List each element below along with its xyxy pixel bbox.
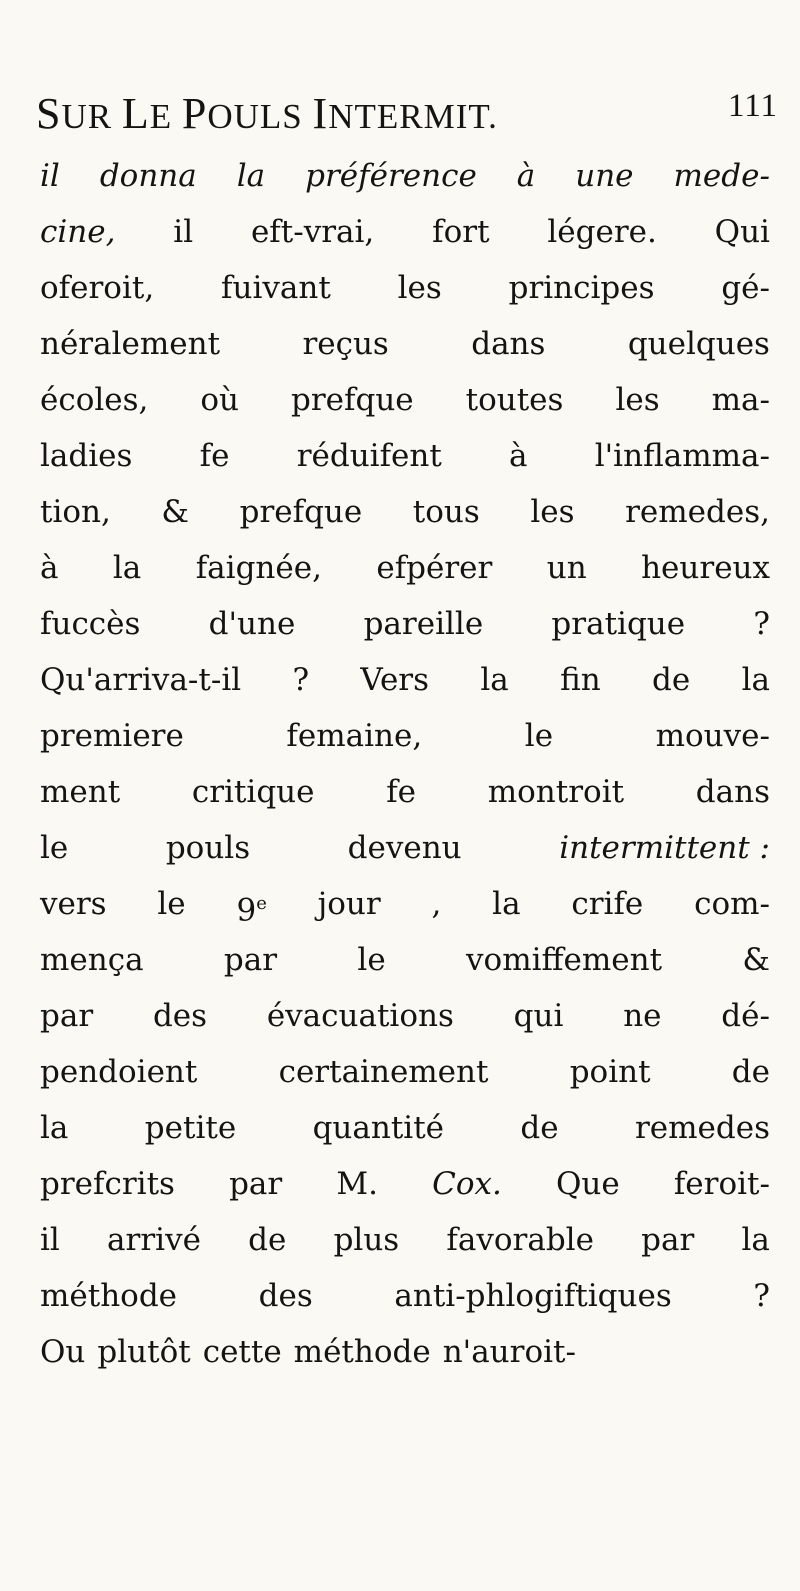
word: la xyxy=(492,886,521,922)
word: où xyxy=(200,382,240,418)
word: d'une xyxy=(208,606,296,642)
word: critique xyxy=(191,774,315,810)
text-line xyxy=(40,148,770,204)
word: faignée, xyxy=(195,550,322,586)
word: donna xyxy=(99,158,197,194)
word: tion, xyxy=(40,494,111,530)
word: des xyxy=(152,998,208,1034)
word: il xyxy=(40,158,60,194)
word: prefque xyxy=(239,494,363,530)
word: petite xyxy=(144,1110,237,1146)
word: intermittent : xyxy=(559,830,770,866)
word: ? xyxy=(292,662,310,698)
word: mença xyxy=(40,942,144,978)
word: Que xyxy=(555,1166,620,1202)
text-line xyxy=(40,764,770,820)
text-line xyxy=(40,1324,770,1380)
word: pratique xyxy=(551,606,686,642)
word: heureux xyxy=(641,550,770,586)
word: Vers xyxy=(360,662,430,698)
text-line xyxy=(40,1268,770,1324)
word: mede- xyxy=(673,158,770,194)
word: écoles, xyxy=(40,382,149,418)
word: par xyxy=(40,998,94,1034)
word: anti-phlogiftiques xyxy=(394,1278,672,1314)
word: reçus xyxy=(302,326,389,362)
text-line xyxy=(40,1044,770,1100)
word: fuivant xyxy=(221,270,331,306)
word: tous xyxy=(412,494,480,530)
word: les xyxy=(615,382,660,418)
word: de xyxy=(731,1054,770,1090)
text-line xyxy=(40,820,770,876)
word: réduifent xyxy=(296,438,442,474)
word: plutôt xyxy=(97,1334,191,1370)
text-line xyxy=(40,1212,770,1268)
text-line xyxy=(40,372,770,428)
word: prefcrits xyxy=(40,1166,175,1202)
word: ? xyxy=(753,606,770,642)
word: 9e xyxy=(236,892,267,929)
word: premiere xyxy=(40,718,184,754)
word: dans xyxy=(695,774,770,810)
word: femaine, xyxy=(286,718,423,754)
word: la xyxy=(741,662,770,698)
word: dé- xyxy=(721,998,770,1034)
word: ladies xyxy=(40,438,133,474)
word: point xyxy=(569,1054,651,1090)
word: mouve- xyxy=(655,718,770,754)
word: légere. xyxy=(547,214,657,250)
word: méthode xyxy=(293,1334,431,1370)
word: fe xyxy=(386,774,417,810)
word: le xyxy=(157,886,186,922)
word: toutes xyxy=(465,382,564,418)
text-line xyxy=(40,652,770,708)
word: & xyxy=(161,494,190,530)
word: feroit- xyxy=(673,1166,770,1202)
word: devenu xyxy=(347,830,462,866)
word: pouls xyxy=(165,830,251,866)
word: prefque xyxy=(291,382,414,418)
word: la xyxy=(741,1222,770,1258)
word: la xyxy=(236,158,266,194)
word: un xyxy=(546,550,587,586)
text-line xyxy=(40,316,770,372)
running-head xyxy=(36,88,778,136)
page-number: 111 xyxy=(727,88,778,124)
word: le xyxy=(357,942,386,978)
word: une xyxy=(575,158,634,194)
word: n'auroit- xyxy=(442,1334,576,1370)
word: ment xyxy=(40,774,121,810)
word: remedes xyxy=(634,1110,770,1146)
word: pareille xyxy=(363,606,484,642)
word: fuccès xyxy=(40,606,141,642)
word: fe xyxy=(199,438,230,474)
word: efpérer xyxy=(376,550,493,586)
word: les xyxy=(397,270,442,306)
word: par xyxy=(223,942,278,978)
word: ma- xyxy=(711,382,770,418)
text-line xyxy=(40,428,770,484)
word: évacuations xyxy=(266,998,454,1034)
running-title: SUR LE POULS INTERMIT. xyxy=(36,89,498,138)
text-line xyxy=(40,260,770,316)
text-line xyxy=(40,932,770,988)
word: certainement xyxy=(278,1054,489,1090)
word: à xyxy=(509,438,528,474)
word: le xyxy=(524,718,554,754)
word: par xyxy=(229,1166,283,1202)
word: l'inflamma- xyxy=(594,438,770,474)
word: eft-vrai, xyxy=(250,214,375,250)
word: favorable xyxy=(446,1222,594,1258)
text-line xyxy=(40,1100,770,1156)
word: M. xyxy=(336,1166,378,1202)
word: qui xyxy=(513,998,564,1034)
text-line xyxy=(40,708,770,764)
word: vers xyxy=(40,886,107,922)
word: cette xyxy=(202,1334,282,1370)
word: préférence xyxy=(305,158,477,194)
word: ne xyxy=(623,998,662,1034)
word: vomiffement xyxy=(466,942,663,978)
word: des xyxy=(258,1278,313,1314)
word: Qu'arriva-t-il xyxy=(40,662,242,698)
word: de xyxy=(520,1110,559,1146)
word: com- xyxy=(694,886,770,922)
text-line xyxy=(40,596,770,652)
word: gé- xyxy=(721,270,770,306)
text-line xyxy=(40,484,770,540)
word: jour xyxy=(317,886,381,922)
word: quantité xyxy=(312,1110,444,1146)
word: plus xyxy=(333,1222,400,1258)
word: méthode xyxy=(40,1278,178,1314)
word: de xyxy=(652,662,691,698)
word: les xyxy=(530,494,575,530)
word: fort xyxy=(432,214,490,250)
word: à xyxy=(516,158,536,194)
word: par xyxy=(641,1222,695,1258)
word: le xyxy=(40,830,69,866)
word: à xyxy=(40,550,59,586)
word: quelques xyxy=(627,326,770,362)
word: remedes, xyxy=(625,494,770,530)
text-line xyxy=(40,1156,770,1212)
body-text xyxy=(40,148,770,1380)
word: de xyxy=(248,1222,287,1258)
word: arrivé xyxy=(107,1222,201,1258)
word: pendoient xyxy=(40,1054,198,1090)
text-line xyxy=(40,876,770,932)
word: Ou xyxy=(40,1334,86,1370)
word: cine, xyxy=(40,214,116,250)
word: il xyxy=(173,214,194,250)
word: néralement xyxy=(40,326,221,362)
word: , xyxy=(431,886,442,922)
word: Cox. xyxy=(432,1166,502,1202)
word: il xyxy=(40,1222,60,1258)
word: la xyxy=(480,662,509,698)
word: ? xyxy=(753,1278,770,1314)
text-line xyxy=(40,988,770,1044)
word: la xyxy=(112,550,142,586)
text-line xyxy=(40,204,770,260)
text-line xyxy=(40,540,770,596)
word: & xyxy=(742,942,770,978)
word: montroit xyxy=(487,774,625,810)
word: Qui xyxy=(714,214,770,250)
word: principes xyxy=(508,270,655,306)
word: fin xyxy=(560,662,601,698)
word: crife xyxy=(571,886,644,922)
word: oferoit, xyxy=(40,270,155,306)
word: dans xyxy=(471,326,546,362)
word: la xyxy=(40,1110,69,1146)
